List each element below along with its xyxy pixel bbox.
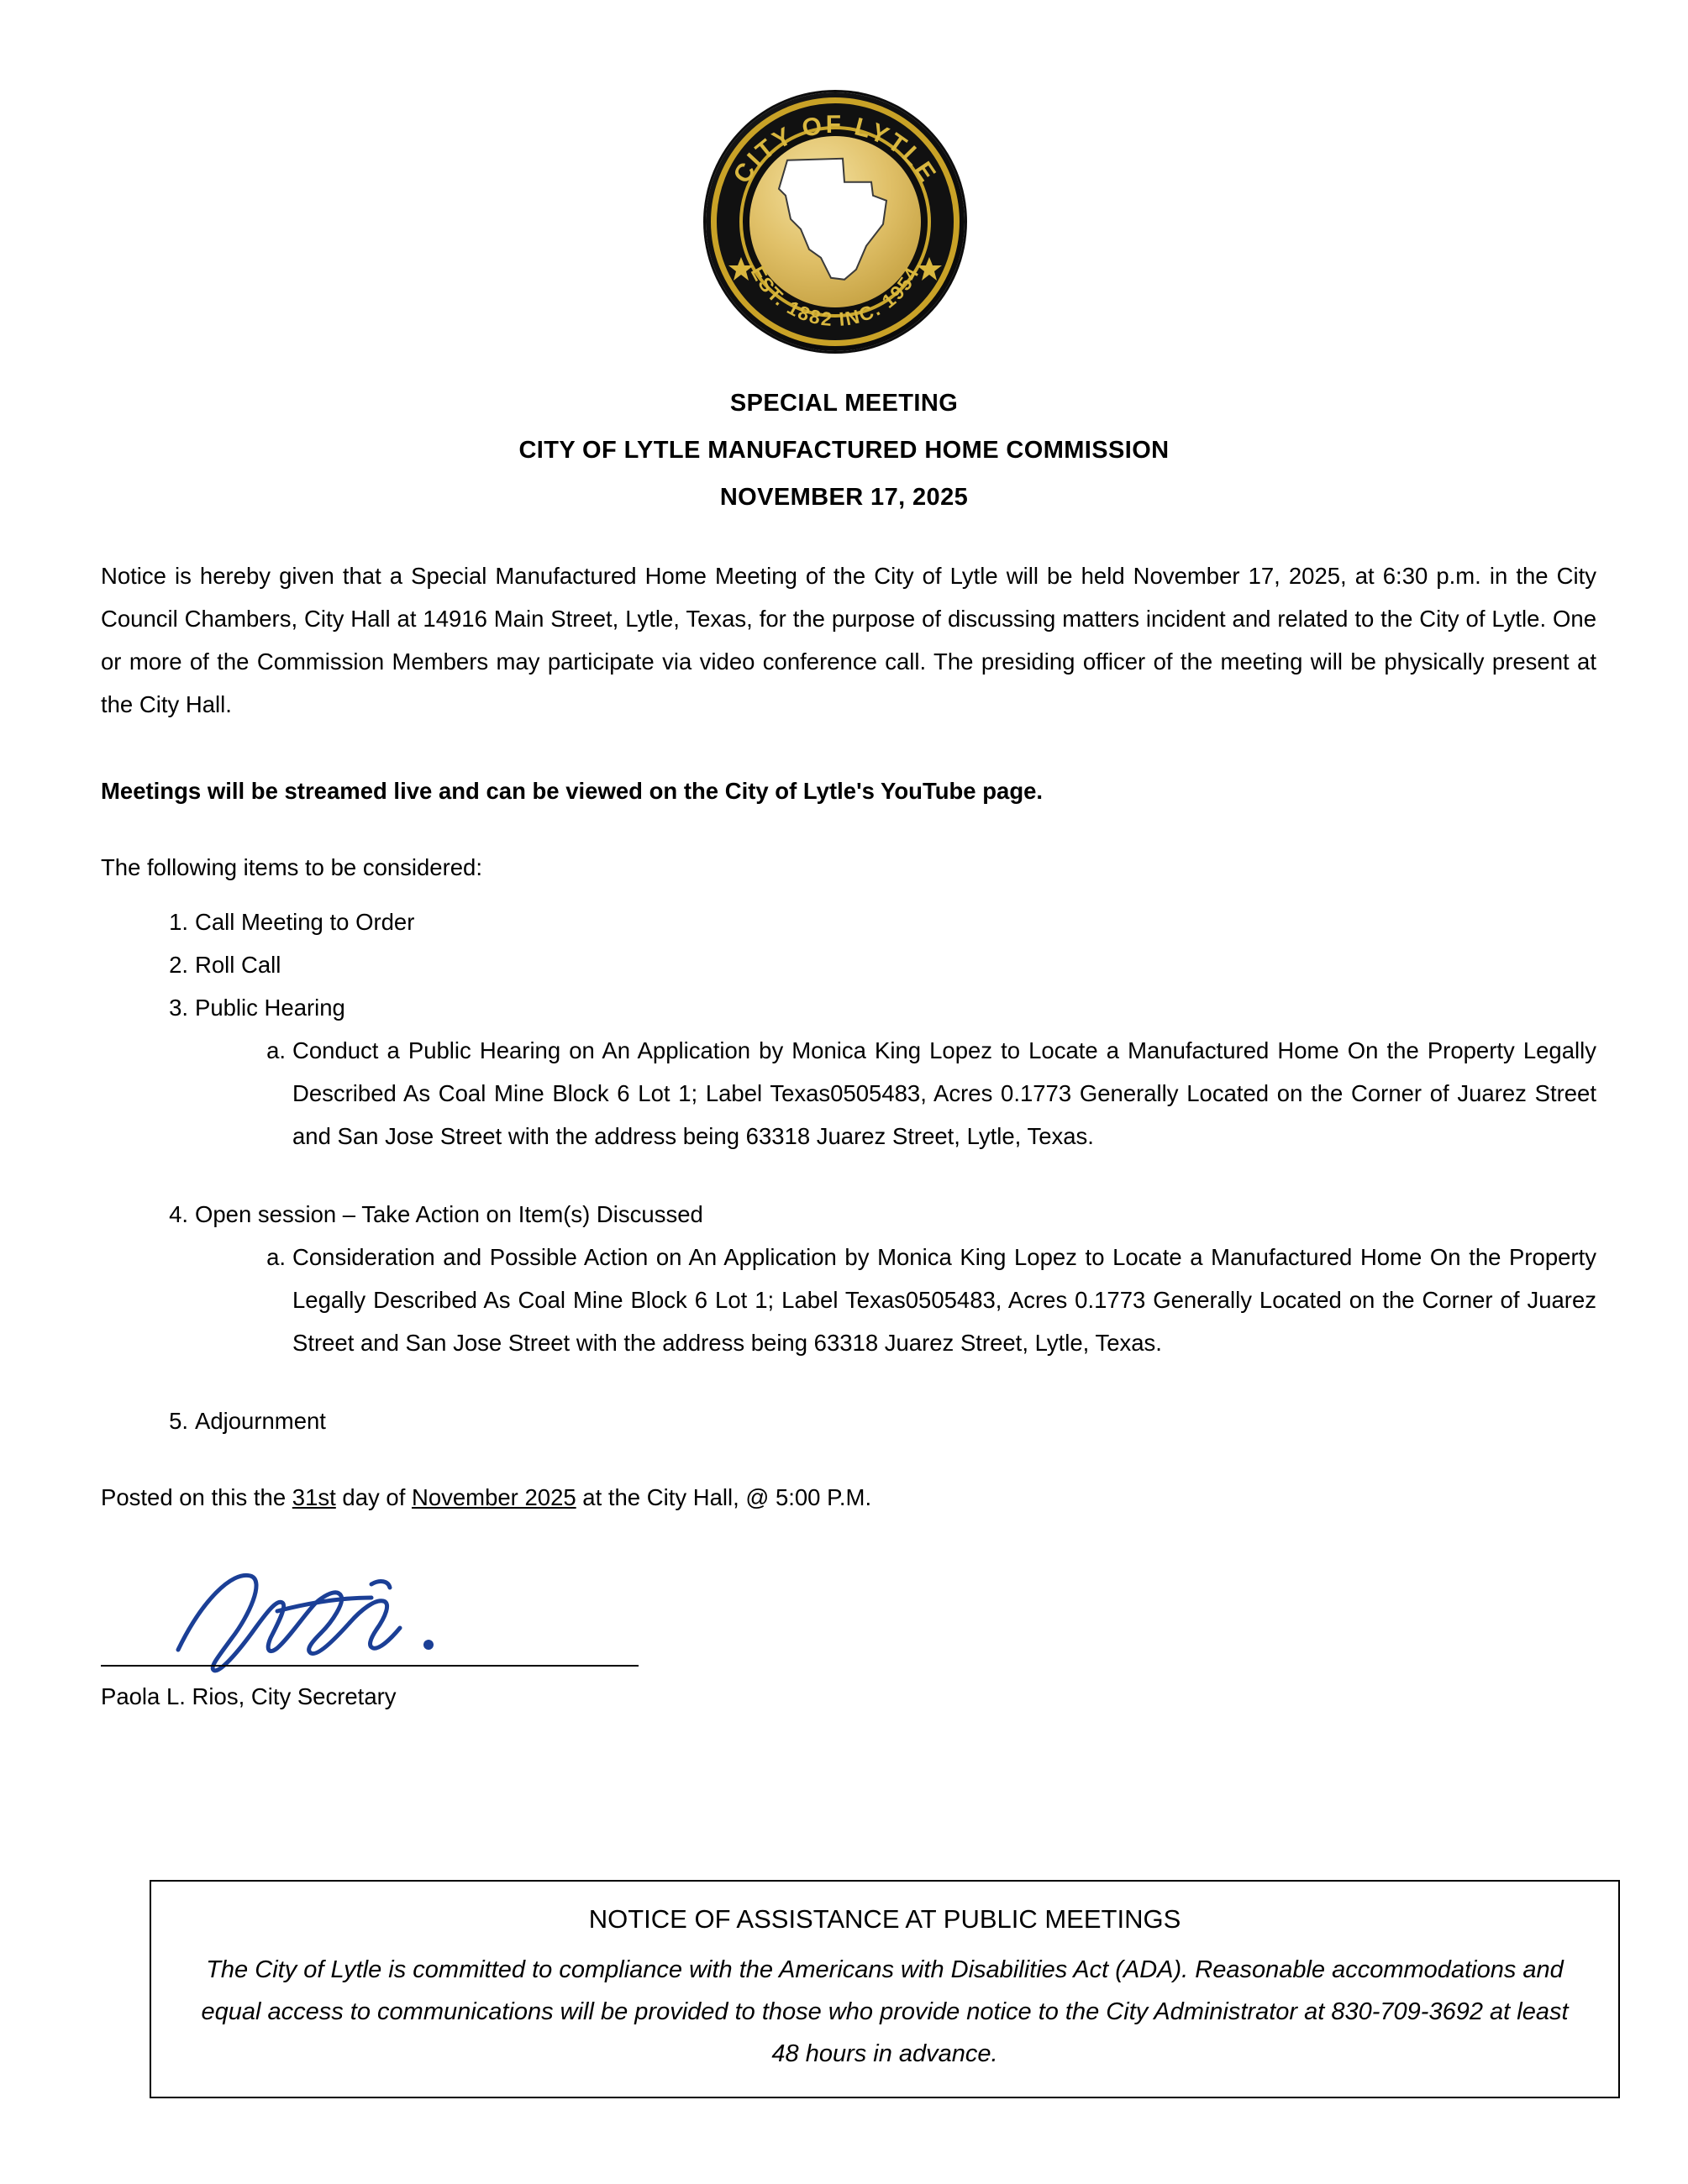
agenda-item-3a-label: Conduct a Public Hearing on An Application by Monica King Lopez to Locate a Manufactured Home On the Property Legally Described As Coal Mine Block 6 Lot 1; Label Texas0505483, Acres 0.1773 Generally Located on the Corner of Juarez Street and San Jose Street with the address being 63318 Juarez Street, Lytle, Texas. (292, 1037, 1596, 1149)
agenda-item-2-label: Roll Call (195, 952, 281, 978)
signature-line (101, 1665, 639, 1667)
agenda-item-2-number: 2. (169, 952, 188, 978)
title-line-3: NOVEMBER 17, 2025 (719, 484, 969, 511)
seal-lettering (706, 92, 965, 351)
svg-text:EST. 1882 INC. 1954: EST. 1882 INC. 1954 (746, 262, 923, 331)
document-title-block (0, 380, 1688, 521)
agenda-item-4a (266, 1236, 1596, 1364)
posted-month-year: November 2025 (411, 1484, 576, 1510)
agenda-item-3-number: 3. (169, 995, 188, 1021)
agenda-item-4a-number: a. (266, 1244, 286, 1270)
posted-day: 31st (292, 1484, 336, 1510)
agenda-item-4-label: Open session – Take Action on Item(s) Discussed (195, 1201, 703, 1227)
seal-disc (706, 92, 965, 351)
agenda-item-1-label: Call Meeting to Order (195, 909, 415, 935)
agenda-item-5 (169, 1399, 1596, 1442)
stream-notice: Meetings will be streamed live and can be viewed on the City of Lytle's YouTube page. (101, 778, 1044, 804)
agenda-list (101, 900, 1596, 1442)
document-body (101, 554, 1596, 1709)
posted-middle: day of (335, 1484, 412, 1510)
agenda-item-4-number: 4. (169, 1201, 188, 1227)
agenda-item-3 (169, 986, 1596, 1158)
agenda-item-3-label: Public Hearing (195, 995, 345, 1021)
title-line-2: CITY OF LYTLE MANUFACTURED HOME COMMISSION (518, 437, 1170, 464)
agenda-item-5-number: 5. (169, 1408, 188, 1434)
ada-notice-text: The City of Lytle is committed to compliance with the Americans with Disabilities Act (ADA). Reasonable accommodations and equal access to communications will be provided to those who provide notice to the City Administrator at 830-709-3692 at least 48 hours in advance. (201, 1956, 1569, 2067)
svg-text:CITY OF LYTLE: CITY OF LYTLE (728, 110, 942, 189)
notice-paragraph: Notice is hereby given that a Special Manufactured Home Meeting of the City of Lytle will be held November 17, 2025, at 6:30 p.m. in the City Council Chambers, City Hall at 14916 Main Street, Lytle, Texas, for the purpose of discussing matters incident and related to the City of Lytle. One or more of the Commission Members may participate via video conference call. The presiding officer of the meeting will be physically present at the City Hall. (101, 563, 1596, 717)
signature-mark-icon (151, 1551, 538, 1677)
agenda-item-2 (169, 943, 1596, 986)
signature-area (101, 1567, 1596, 1709)
agenda-item-3a (266, 1029, 1596, 1158)
title-line-1: SPECIAL MEETING (729, 390, 959, 417)
agenda-item-4a-label: Consideration and Possible Action on An Application by Monica King Lopez to Locate a Manufactured Home On the Property Legally Described As Coal Mine Block 6 Lot 1; Label Texas0505483, Acres 0.1773 Generally Located on the Corner of Juarez Street and San Jose Street with the address being 63318 Juarez Street, Lytle, Texas. (292, 1244, 1596, 1356)
signature-name: Paola L. Rios, City Secretary (101, 1683, 397, 1709)
agenda-item-3a-number: a. (266, 1037, 286, 1063)
agenda-item-5-label: Adjournment (195, 1408, 326, 1434)
ada-notice-title: NOTICE OF ASSISTANCE AT PUBLIC MEETINGS (588, 1904, 1181, 1934)
city-seal (706, 92, 983, 353)
agenda-item-1-number: 1. (169, 909, 188, 935)
agenda-item-3-sublist (195, 1029, 1596, 1158)
agenda-item-4-sublist (195, 1236, 1596, 1364)
items-intro: The following items to be considered: (101, 854, 482, 880)
posted-line (101, 1476, 1596, 1519)
posted-prefix: Posted on this the (101, 1484, 292, 1510)
posted-suffix: at the City Hall, @ 5:00 P.M. (576, 1484, 872, 1510)
agenda-item-4 (169, 1193, 1596, 1364)
agenda-item-1 (169, 900, 1596, 943)
ada-notice-box (150, 1880, 1620, 2098)
